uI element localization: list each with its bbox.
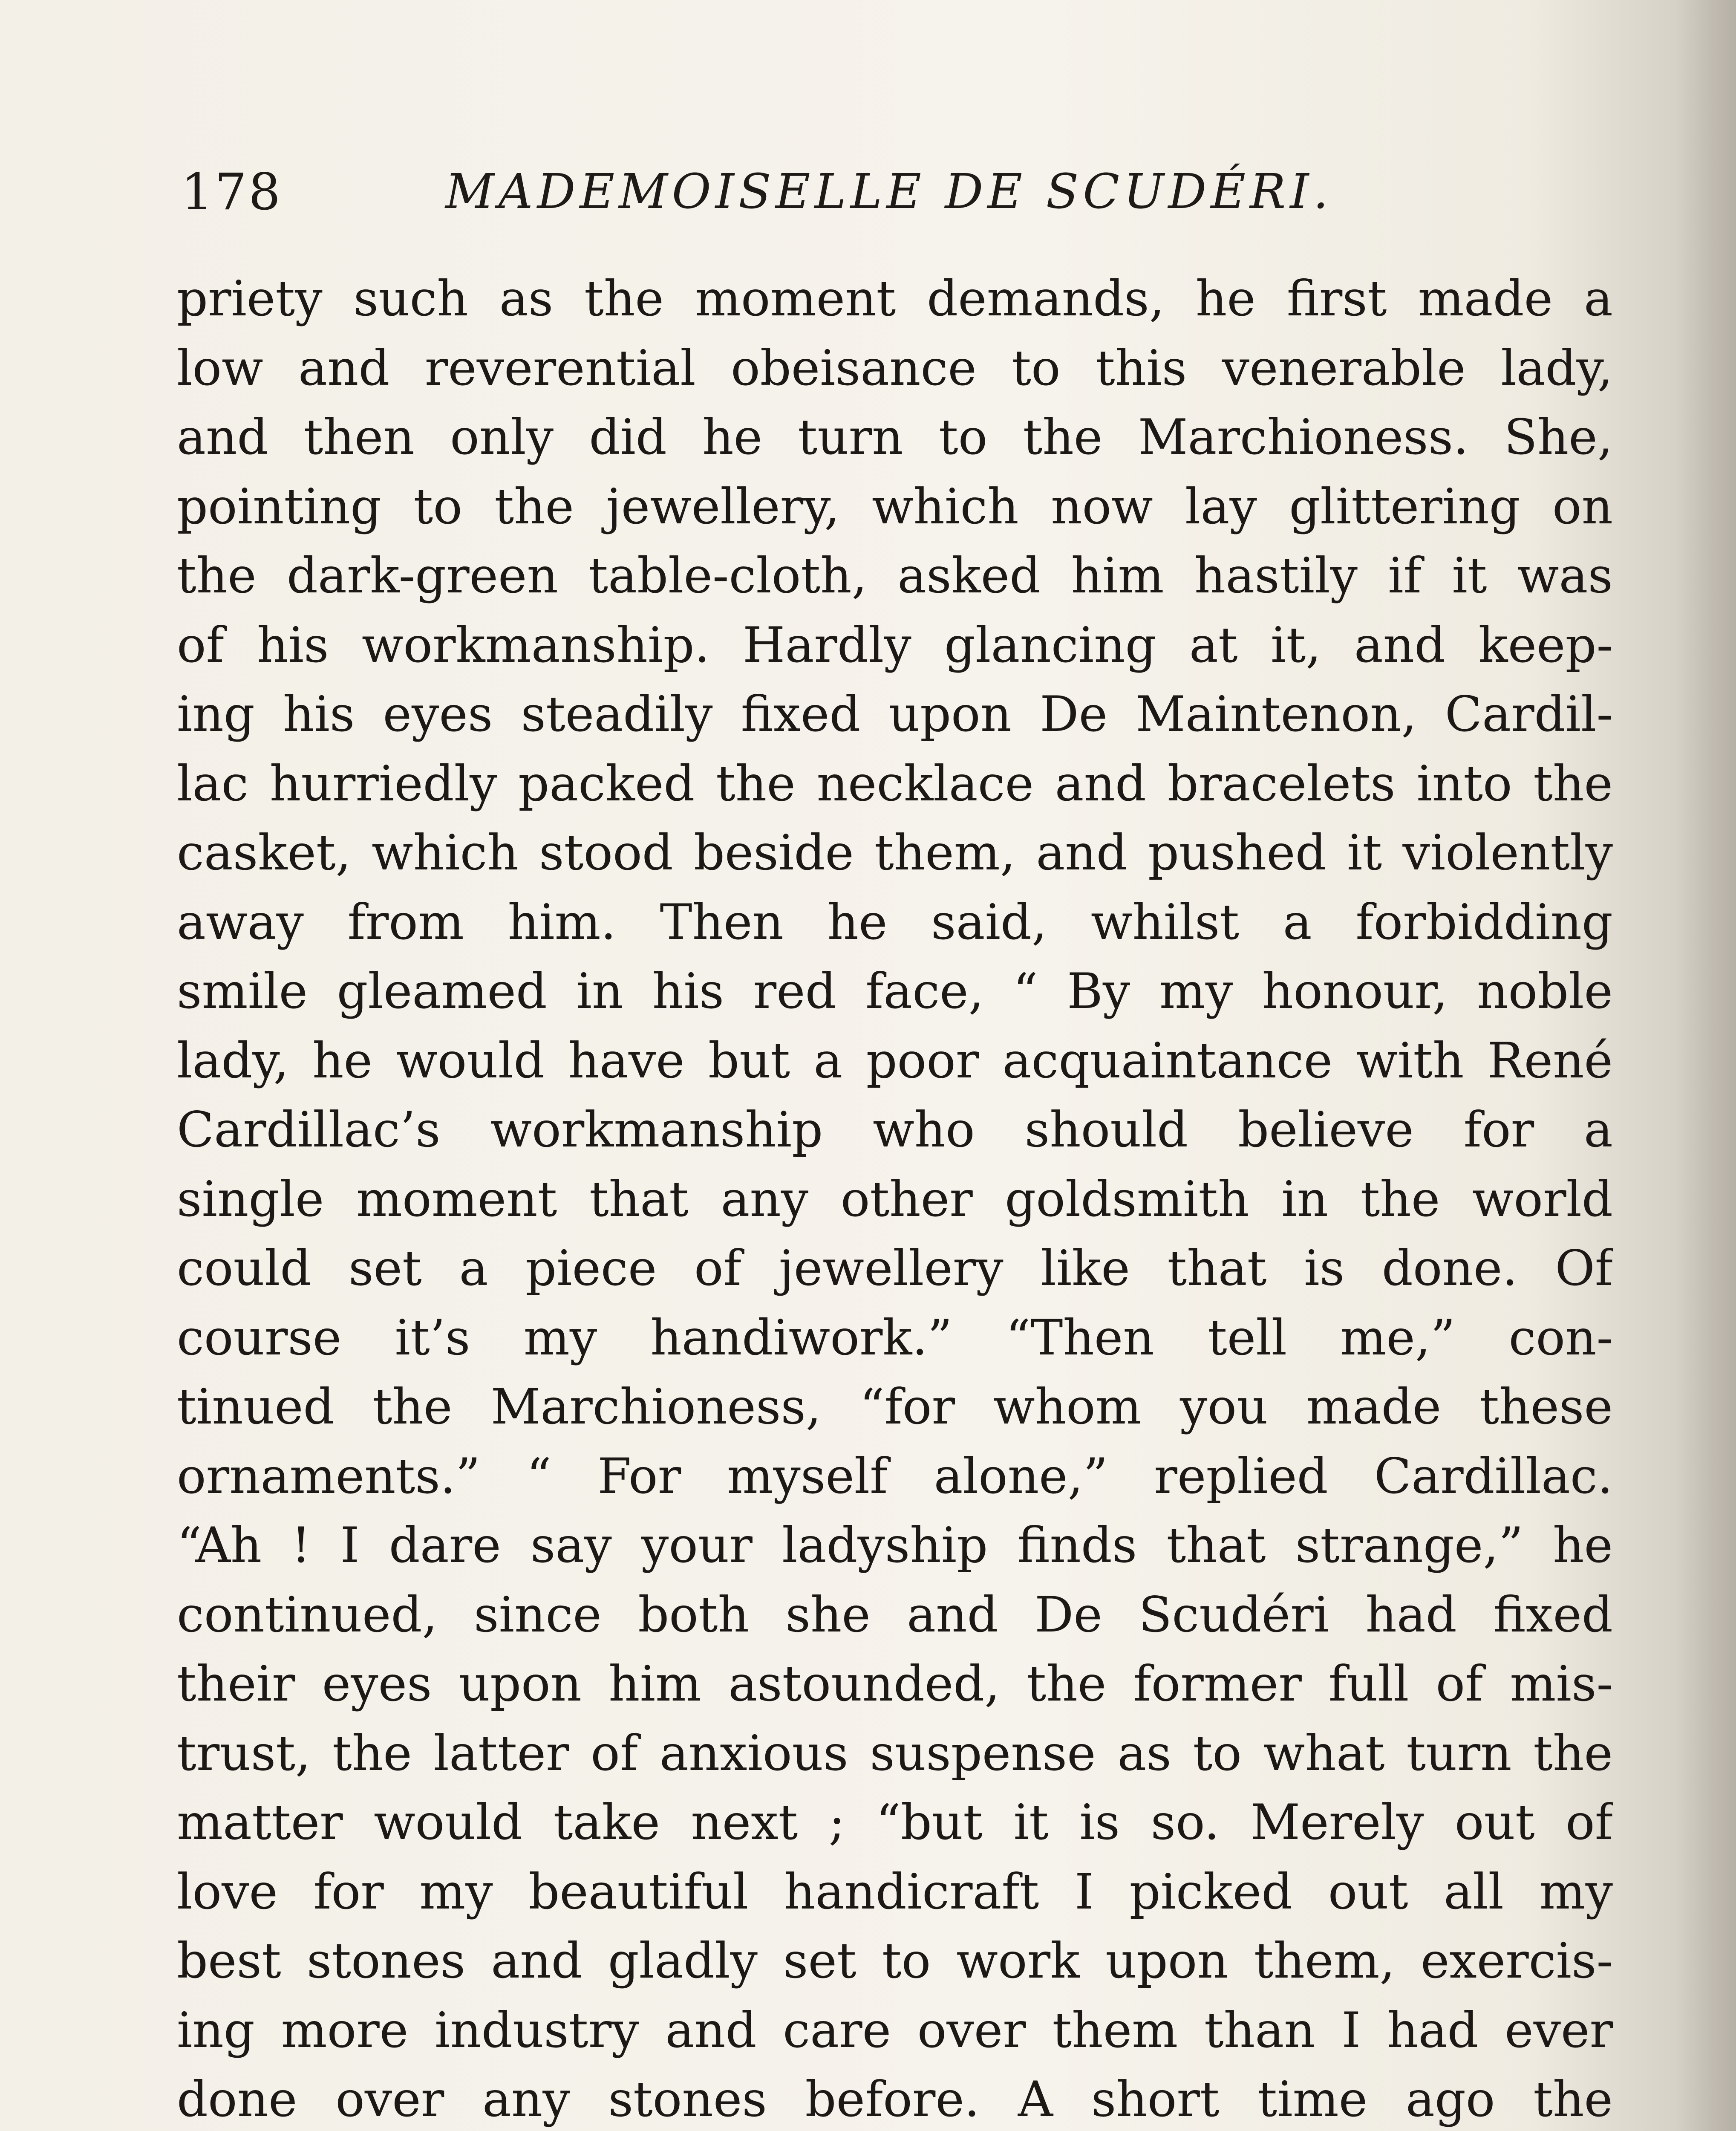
text-line: ing his eyes steadily fixed upon De Maintenon, Cardil- [177, 686, 1613, 742]
text-line: tinued the Marchioness, “for whom you made these [177, 1378, 1613, 1435]
text-line: priety such as the moment demands, he first made a [177, 270, 1613, 327]
text-line: Cardillac’s workmanship who should believe for a [177, 1101, 1613, 1158]
text-line: ornaments.” “ For myself alone,” replied Cardillac. [177, 1447, 1613, 1504]
text-line: ing more industry and care over them than I had ever [177, 2001, 1613, 2059]
text-line: single moment that any other goldsmith in the world [177, 1170, 1613, 1227]
page-edge-shadow [1676, 0, 1736, 2131]
text-line: love for my beautiful handicraft I picked out all my [177, 1863, 1613, 1920]
text-line: best stones and gladly set to work upon them, exercis- [177, 1932, 1613, 1989]
text-line: matter would take next ; “but it is so. Merely out of [177, 1794, 1613, 1851]
text-line: could set a piece of jewellery like that is done. Of [177, 1240, 1613, 1297]
text-line: lady, he would have but a poor acquaintance with René [177, 1032, 1613, 1089]
text-line: lac hurriedly packed the necklace and bracelets into the [177, 755, 1613, 812]
text-line: pointing to the jewellery, which now lay glittering on [177, 478, 1613, 535]
text-line: trust, the latter of anxious suspense as to what turn the [177, 1724, 1613, 1782]
text-line: and then only did he turn to the Marchioness. She, [177, 409, 1613, 465]
text-line: of his workmanship. Hardly glancing at it, and keep- [177, 616, 1613, 673]
text-line: their eyes upon him astounded, the former full of mis- [177, 1655, 1613, 1712]
running-title: MADEMOISELLE DE SCUDÉRI. [445, 164, 1333, 219]
page-number: 178 [181, 162, 283, 221]
text-line: low and reverential obeisance to this venerable lady, [177, 339, 1613, 396]
text-line: course it’s my handiwork.” “Then tell me,” con- [177, 1309, 1613, 1366]
text-line: casket, which stood beside them, and pushed it violently [177, 824, 1613, 881]
text-line: “Ah ! I dare say your ladyship finds that strange,” he [177, 1517, 1613, 1574]
text-line: done over any stones before. A short time ago the [177, 2071, 1613, 2128]
running-header [181, 158, 1613, 226]
text-line: the dark-green table-cloth, asked him hastily if it was [177, 547, 1613, 604]
text-line: smile gleamed in his red face, “ By my honour, noble [177, 963, 1613, 1019]
body-text [177, 264, 1613, 2131]
text-line: away from him. Then he said, whilst a forbidding [177, 893, 1613, 950]
text-line: continued, since both she and De Scudéri had fixed [177, 1586, 1613, 1643]
